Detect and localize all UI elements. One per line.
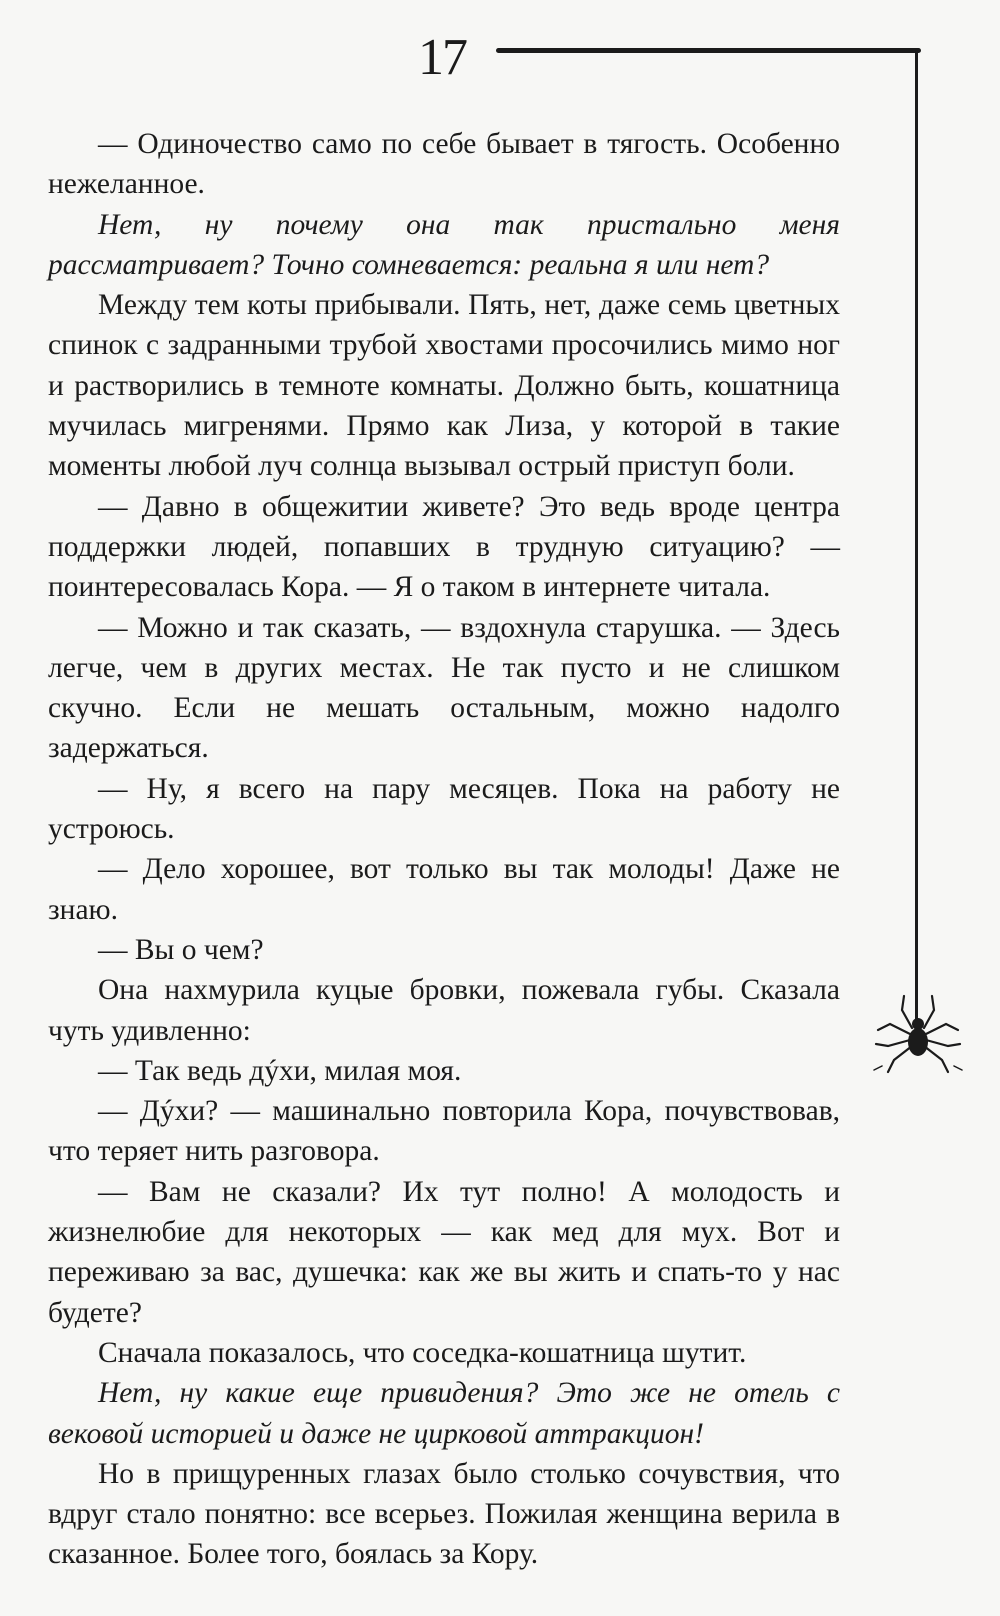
page-number: 17 — [418, 29, 466, 86]
paragraph: — Вам не сказали? Их тут полно! А молодость и жизнелюбие для некоторых — как мед для мух. Вот и переживаю за вас, душечка: как же вы жить и спать-то у нас будете? — [48, 1175, 840, 1329]
spider-thread — [915, 48, 918, 1023]
paragraph: — Одиночество само по себе бывает в тягость. Особенно нежеланное. — [48, 128, 840, 201]
paragraph: — Дело хорошее, вот только вы так молоды! Даже не знаю. — [48, 853, 840, 926]
paragraph: — Можно и так сказать, — вздохнула старушка. — Здесь легче, чем в других местах. Не так пусто и не слишком скучно. Если не мешать остальным, можно надолго задержаться. — [48, 611, 840, 765]
spider-icon — [872, 990, 964, 1090]
paragraph: Сначала показалось, что соседка-кошатница шутит. — [98, 1336, 747, 1369]
paragraph: Но в прищуренных глазах было столько сочувствия, что вдруг стало понятно: все всерьез. Пожилая женщина верила в сказанное. Более того, боялась за Кору. — [48, 1457, 840, 1571]
header-rule — [496, 48, 921, 53]
paragraph: — Дýхи? — машинально повторила Кора, почувствовав, что теряет нить разговора. — [48, 1095, 840, 1168]
paragraph: — Вы о чем? — [98, 933, 264, 966]
paragraph: — Ну, я всего на пару месяцев. Пока на работу не устроюсь. — [48, 772, 840, 846]
paragraph-italic: Нет, ну какие еще привидения? Это же не отель с вековой историей и даже не цирковой аттракцион! — [48, 1377, 840, 1450]
paragraph: — Давно в общежитии живете? Это ведь вроде центра поддержки людей, попавших в трудную ситуацию? — поинтересовалась Кора. — Я о таком в интернете читала. — [48, 490, 840, 604]
paragraph: — Так ведь дýхи, милая моя. — [98, 1054, 462, 1087]
paragraph: Она нахмурила куцые бровки, пожевала губы. Сказала чуть удивленно: — [48, 974, 840, 1047]
paragraph-italic: Нет, ну почему она так пристально меня рассматривает? Точно сомневается: реальна я или нет? — [48, 208, 840, 281]
body-text — [48, 124, 840, 1575]
paragraph: Между тем коты прибывали. Пять, нет, даже семь цветных спинок с задранными трубой хвостами просочились мимо ног и растворились в темноте комнаты. Должно быть, кошатница мучилась мигренями. Прямо как Лиза, у которой в такие моменты любой луч солнца вызывал острый приступ боли. — [48, 289, 840, 483]
